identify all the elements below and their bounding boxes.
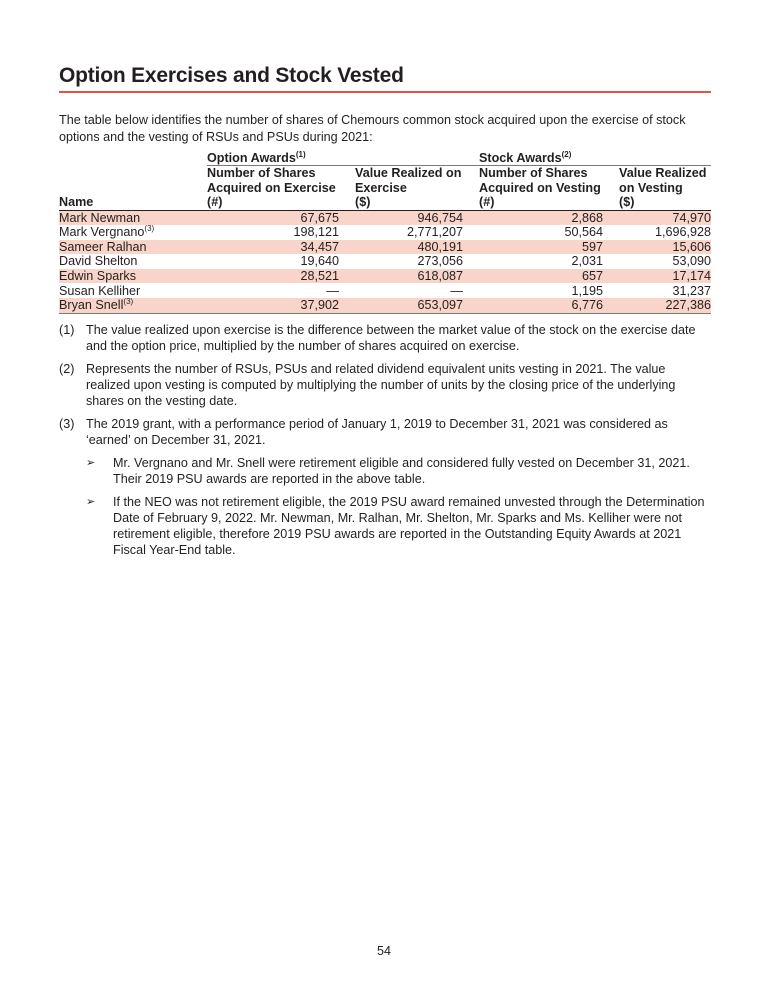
cell-stock-shares: 2,868 bbox=[479, 210, 619, 225]
table-row bbox=[59, 240, 711, 255]
table-row bbox=[59, 210, 711, 225]
cell-option-shares: 37,902 bbox=[207, 298, 355, 313]
page-number: 54 bbox=[376, 944, 391, 958]
cell-option-value: 480,191 bbox=[355, 240, 479, 255]
footnote-ref: (3) bbox=[144, 224, 155, 234]
cell-option-value: 653,097 bbox=[355, 298, 479, 313]
cell-option-shares: 34,457 bbox=[207, 240, 355, 255]
cell-stock-shares: 50,564 bbox=[564, 225, 603, 240]
col-header-option-value: Value Realized on Exercise ($) bbox=[355, 166, 479, 211]
col-header-name: Name bbox=[59, 166, 207, 211]
cell-option-value: 618,087 bbox=[355, 269, 479, 284]
cell-name: David Shelton bbox=[59, 254, 138, 269]
footnote-text: The value realized upon exercise is the difference between the market value of the stock on the exercise date and the option price, multiplied by the number of shares acquired on exercise. bbox=[86, 323, 696, 353]
footnote-ref: (1) bbox=[295, 149, 306, 159]
cell-stock-shares: 2,031 bbox=[571, 254, 603, 269]
footnote-text: Represents the number of RSUs, PSUs and related dividend equivalent units vesting in 2021. The value realized upon vesting is computed by multiplying the number of units by the closing price of the underlying shares on the vesting date. bbox=[86, 362, 676, 408]
bullet-text: If the NEO was not retirement eligible, the 2019 PSU award remained unvested through the Determination Date of February 9, 2022. Mr. Newman, Mr. Ralhan, Mr. Shelton, Mr. Sparks and Ms. Kelliher were not retirement eligible, therefore 2019 PSU awards are reported in the Outstanding Equity Awards at 2021 Fiscal Year-End table. bbox=[113, 495, 705, 557]
cell-stock-value: 15,606 bbox=[619, 240, 711, 255]
col-header-option-shares: Number of Shares Acquired on Exercise (#) bbox=[207, 166, 355, 211]
group-header-row bbox=[59, 150, 711, 166]
cell-name: Mark Vergnano$^{(3)}$ bbox=[59, 224, 155, 240]
cell-option-shares: 67,675 bbox=[207, 210, 355, 225]
section-title: Option Exercises and Stock Vested bbox=[59, 64, 711, 93]
footnote-3 bbox=[59, 416, 711, 448]
cell-stock-shares: 657 bbox=[479, 269, 619, 284]
intro-paragraph: The table below identifies the number of shares of Chemours common stock acquired upon the exercise of stock options and the vesting of RSUs and PSUs during 2021: bbox=[59, 113, 686, 144]
cell-option-value: 273,056 bbox=[417, 254, 463, 269]
footnote-marker: (2) bbox=[59, 362, 75, 376]
footnote-ref: (3) bbox=[123, 297, 134, 307]
arrow-bullet-icon: ➢ bbox=[86, 457, 96, 469]
option-exercises-table bbox=[59, 150, 711, 314]
cell-option-value: — bbox=[450, 283, 463, 298]
cell-option-shares: — bbox=[326, 283, 339, 298]
cell-name: Bryan Snell$^{(3)}$ bbox=[59, 298, 207, 313]
group-stock-awards: Stock Awards$^{(2)}$ bbox=[479, 150, 711, 166]
group-option-awards: Option Awards$^{(1)}$ bbox=[207, 150, 479, 166]
table-row bbox=[59, 283, 711, 298]
col-header-stock-value: Value Realized on Vesting ($) bbox=[619, 166, 711, 211]
bullet-text: Mr. Vergnano and Mr. Snell were retirement eligible and considered fully vested on December 31, 2021. Their 2019 PSU awards are reported in the above table. bbox=[113, 456, 690, 486]
cell-option-shares: 198,121 bbox=[293, 225, 339, 240]
table-row bbox=[59, 254, 711, 269]
cell-stock-value: 74,970 bbox=[619, 210, 711, 225]
footnote-1 bbox=[59, 322, 711, 354]
table-row bbox=[59, 298, 711, 313]
cell-stock-value: 17,174 bbox=[619, 269, 711, 284]
table-row bbox=[59, 269, 711, 284]
cell-option-shares: 19,640 bbox=[300, 254, 339, 269]
footnote-ref: (2) bbox=[561, 149, 572, 159]
table-row bbox=[59, 225, 711, 240]
cell-stock-value: 1,696,928 bbox=[654, 225, 711, 240]
cell-stock-value: 227,386 bbox=[619, 298, 711, 313]
cell-stock-shares: 6,776 bbox=[479, 298, 619, 313]
cell-stock-value: 31,237 bbox=[672, 283, 711, 298]
cell-name: Edwin Sparks bbox=[59, 269, 207, 284]
footnote-marker: (3) bbox=[59, 417, 75, 431]
footnote-2 bbox=[59, 361, 711, 409]
footnote-marker: (1) bbox=[59, 323, 75, 337]
cell-option-value: 2,771,207 bbox=[406, 225, 463, 240]
cell-option-shares: 28,521 bbox=[207, 269, 355, 284]
col-header-stock-shares: Number of Shares Acquired on Vesting (#) bbox=[479, 166, 619, 211]
cell-name: Susan Kelliher bbox=[59, 283, 141, 298]
footnotes bbox=[59, 322, 711, 565]
cell-name: Sameer Ralhan bbox=[59, 240, 207, 255]
cell-name: Mark Newman bbox=[59, 210, 207, 225]
cell-stock-shares: 597 bbox=[479, 240, 619, 255]
column-header-row bbox=[59, 166, 711, 211]
footnote-text: The 2019 grant, with a performance period of January 1, 2019 to December 31, 2021 was considered as ‘earned’ on December 31, 2021. bbox=[86, 417, 668, 447]
cell-stock-value: 53,090 bbox=[672, 254, 711, 269]
bullet-item bbox=[86, 494, 711, 558]
bullet-item bbox=[86, 455, 711, 487]
arrow-bullet-icon: ➢ bbox=[86, 496, 96, 508]
cell-option-value: 946,754 bbox=[355, 210, 479, 225]
cell-stock-shares: 1,195 bbox=[571, 283, 603, 298]
